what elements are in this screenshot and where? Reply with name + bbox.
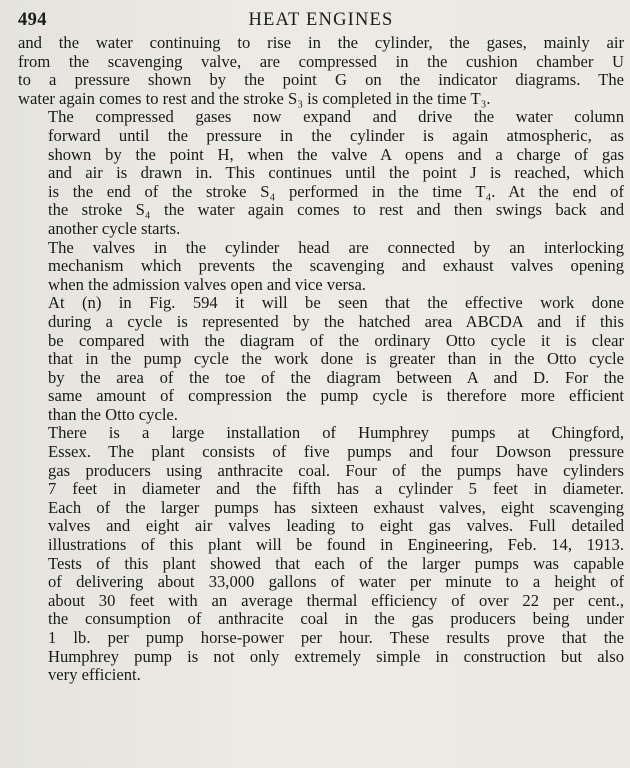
paragraph-1	[18, 34, 624, 108]
page-number: 494	[18, 10, 47, 30]
running-title: HEAT ENGINES	[248, 10, 394, 30]
text-line: when the admission valves open and vice versa.	[48, 275, 366, 294]
text-line: Tests of this plant showed that each of the larger pumps was capable	[48, 554, 624, 573]
text-line: 1 lb. per pump horse-power per hour. These results prove that the	[48, 629, 624, 647]
text-line: same amount of compression the pump cycle is therefore more efficient	[48, 387, 624, 406]
text-line: Each of the larger pumps has sixteen exhaust valves, eight scavenging	[48, 498, 624, 517]
paragraph-4	[18, 294, 624, 424]
paragraph-2	[18, 108, 624, 238]
text-line: that in the pump cycle the work done is greater than in the Otto cycle	[48, 350, 624, 369]
text-line: and the water continuing to rise in the cylinder, the gases, mainly air	[18, 34, 624, 52]
paragraph-5	[18, 424, 624, 684]
text-line: during a cycle is represented by the hatched area ABCDA and if this	[48, 312, 624, 331]
text-line: mechanism which prevents the scavenging and exhaust valves opening	[48, 257, 624, 276]
text-line: by the area of the toe of the diagram between A and D. For the	[48, 368, 624, 387]
text-line: gas producers using anthracite coal. Four of the pumps have cylinders	[48, 461, 624, 480]
text-line: The compressed gases now expand and drive the water column	[48, 108, 624, 127]
text-line: valves and eight air valves leading to eight gas valves. Full detailed	[48, 517, 624, 536]
text-line: water again comes to rest and the stroke S₃ is completed in the time T₃.	[18, 89, 491, 108]
text-line: is the end of the stroke S₄ performed in the time T₄. At the end of	[48, 182, 624, 201]
text-line: the consumption of anthracite coal in the gas producers being under	[48, 610, 624, 629]
text-line: There is a large installation of Humphrey pumps at Chingford,	[48, 424, 624, 443]
text-line: Essex. The plant consists of five pumps and four Dowson pressure	[48, 443, 624, 462]
body-text	[18, 34, 624, 685]
text-line: shown by the point H, when the valve A opens and a charge of gas	[48, 145, 624, 164]
text-line: to a pressure shown by the point G on the indicator diagrams. The	[18, 71, 624, 90]
text-line: the stroke S₄ the water again comes to rest and then swings back and	[48, 201, 624, 220]
text-line: illustrations of this plant will be found in Engineering, Feb. 14, 1913.	[48, 536, 624, 555]
running-head	[18, 6, 624, 34]
text-line: and air is drawn in. This continues until the point J is reached, which	[48, 164, 624, 183]
text-line: another cycle starts.	[48, 219, 181, 238]
text-line: from the scavenging valve, are compressed in the cushion chamber U	[18, 52, 624, 71]
text-line: very efficient.	[48, 666, 141, 685]
text-line: The valves in the cylinder head are connected by an interlocking	[48, 238, 624, 257]
paragraph-3	[18, 239, 624, 295]
text-line: of delivering about 33,000 gallons of water per minute to a height of	[48, 573, 624, 592]
text-line: forward until the pressure in the cylinder is again atmospheric, as	[48, 126, 624, 145]
text-line: be compared with the diagram of the ordinary Otto cycle it is clear	[48, 331, 624, 350]
text-line: 7 feet in diameter and the fifth has a cylinder 5 feet in diameter.	[48, 480, 624, 499]
text-line: Humphrey pump is not only extremely simple in construction but also	[48, 647, 624, 666]
text-line: At (n) in Fig. 594 it will be seen that the effective work done	[48, 294, 624, 313]
text-line: about 30 feet with an average thermal efficiency of over 22 per cent.,	[48, 591, 624, 610]
text-line: than the Otto cycle.	[48, 405, 178, 424]
